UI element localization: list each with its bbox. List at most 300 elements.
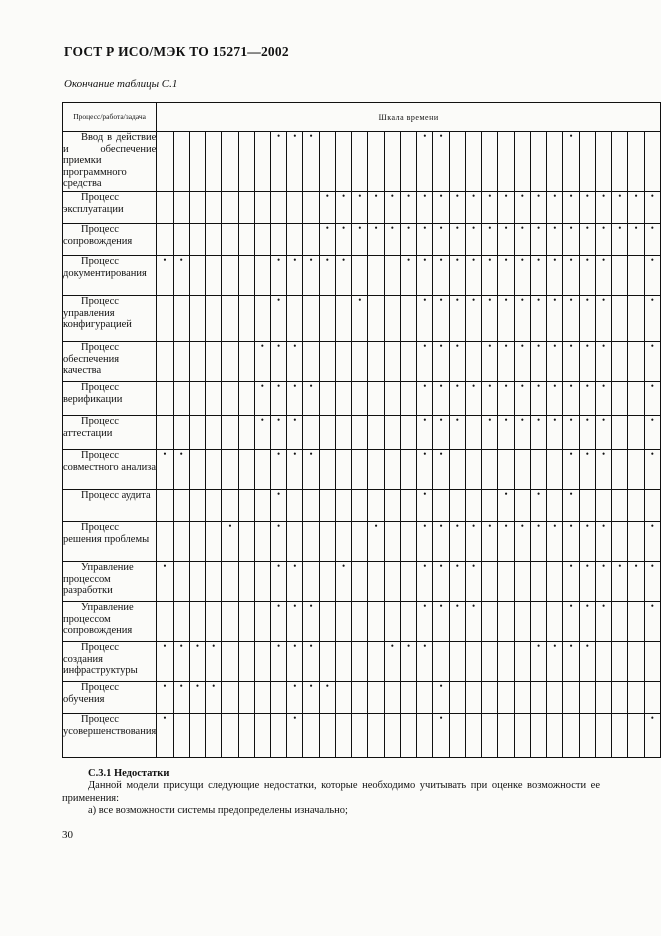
activity-mark: • [595,416,611,450]
time-cell [579,682,595,714]
activity-mark: • [579,602,595,642]
table-row [63,342,661,382]
time-cell [254,192,270,224]
activity-mark: • [498,416,514,450]
time-cell [579,490,595,522]
time-cell [222,490,238,522]
time-cell [303,224,319,256]
time-cell [222,132,238,192]
time-cell [612,682,628,714]
time-cell [595,714,611,758]
time-cell [157,224,173,256]
activity-mark: • [417,490,433,522]
time-cell [238,132,254,192]
activity-mark: • [417,224,433,256]
activity-mark: • [287,342,303,382]
activity-mark: • [433,522,449,562]
activity-mark: • [514,256,530,296]
process-label: Процесс сопровождения [63,224,157,256]
activity-mark: • [303,642,319,682]
activity-mark: • [287,714,303,758]
activity-mark: • [417,132,433,192]
activity-mark: • [173,642,189,682]
time-cell [254,562,270,602]
activity-mark: • [595,450,611,490]
time-cell [173,416,189,450]
time-cell [254,714,270,758]
activity-mark: • [319,224,335,256]
time-cell [303,522,319,562]
time-cell [254,296,270,342]
time-cell [417,682,433,714]
activity-mark: • [547,416,563,450]
time-cell [319,382,335,416]
activity-mark: • [449,296,465,342]
time-cell [319,450,335,490]
time-cell [303,342,319,382]
activity-mark: • [303,450,319,490]
table-caption: Окончание таблицы С.1 [64,78,178,90]
time-cell [303,490,319,522]
time-cell [530,602,546,642]
activity-mark: • [417,256,433,296]
activity-mark: • [579,382,595,416]
time-cell [173,296,189,342]
time-cell [612,522,628,562]
activity-mark: • [465,296,481,342]
time-cell [335,714,351,758]
time-cell [498,714,514,758]
time-cell [352,342,368,382]
activity-mark: • [547,342,563,382]
activity-mark: • [287,382,303,416]
activity-mark: • [644,192,660,224]
time-cell [384,132,400,192]
table-row [63,416,661,450]
time-cell [238,192,254,224]
activity-mark: • [514,382,530,416]
time-cell [157,602,173,642]
time-cell [498,602,514,642]
activity-mark: • [433,416,449,450]
process-label: Процесс обучения [63,682,157,714]
activity-mark: • [270,602,286,642]
activity-mark: • [563,256,579,296]
activity-mark: • [579,192,595,224]
time-cell [238,682,254,714]
table-row [63,132,661,192]
table-body [63,132,661,758]
activity-mark: • [319,192,335,224]
activity-mark: • [352,224,368,256]
activity-mark: • [498,522,514,562]
time-cell [368,450,384,490]
time-cell [400,602,416,642]
activity-mark: • [563,132,579,192]
time-cell [173,382,189,416]
time-cell [157,192,173,224]
activity-mark: • [222,522,238,562]
time-cell [547,562,563,602]
activity-mark: • [482,382,498,416]
activity-mark: • [400,192,416,224]
activity-mark: • [547,642,563,682]
time-cell [514,132,530,192]
activity-mark: • [612,192,628,224]
activity-mark: • [449,416,465,450]
document-header: ГОСТ Р ИСО/МЭК ТО 15271—2002 [64,44,289,59]
time-cell [449,132,465,192]
activity-mark: • [417,382,433,416]
activity-mark: • [189,682,205,714]
time-cell [384,296,400,342]
activity-mark: • [644,450,660,490]
time-cell [303,714,319,758]
time-cell [319,296,335,342]
time-cell [612,296,628,342]
time-cell [612,256,628,296]
time-cell [303,416,319,450]
activity-mark: • [173,450,189,490]
time-cell [173,714,189,758]
time-cell [189,342,205,382]
activity-mark: • [433,562,449,602]
time-cell [352,490,368,522]
time-cell [352,522,368,562]
time-cell [238,522,254,562]
activity-mark: • [449,192,465,224]
activity-mark: • [157,642,173,682]
time-cell [157,416,173,450]
activity-mark: • [482,416,498,450]
time-cell [482,714,498,758]
time-cell [238,490,254,522]
time-cell [157,342,173,382]
activity-mark: • [400,256,416,296]
time-cell [238,342,254,382]
activity-mark: • [579,256,595,296]
time-cell [206,714,222,758]
activity-mark: • [465,192,481,224]
time-cell [335,682,351,714]
time-cell [644,490,660,522]
time-cell [206,490,222,522]
activity-mark: • [465,602,481,642]
time-cell [352,382,368,416]
activity-mark: • [563,224,579,256]
time-cell [628,416,644,450]
time-cell [400,562,416,602]
time-cell [222,682,238,714]
activity-mark: • [563,602,579,642]
time-cell [433,642,449,682]
activity-mark: • [530,224,546,256]
time-cell [189,416,205,450]
time-cell [189,296,205,342]
time-cell [449,642,465,682]
activity-mark: • [254,416,270,450]
activity-mark: • [579,450,595,490]
time-cell [644,682,660,714]
process-label: Процесс обеспечения качества [63,342,157,382]
time-cell [612,450,628,490]
time-cell [238,450,254,490]
activity-mark: • [449,562,465,602]
process-label: Управление процессом сопровождения [63,602,157,642]
time-cell [644,642,660,682]
time-cell [189,602,205,642]
time-cell [530,682,546,714]
time-cell [335,382,351,416]
time-cell [514,602,530,642]
time-cell [254,602,270,642]
activity-mark: • [287,256,303,296]
activity-mark: • [530,256,546,296]
table-row [63,256,661,296]
time-cell [384,450,400,490]
time-cell [595,682,611,714]
activity-mark: • [498,256,514,296]
activity-mark: • [400,642,416,682]
activity-mark: • [319,256,335,296]
time-cell [352,132,368,192]
process-label: Управление процессом разработки [63,562,157,602]
time-cell [319,132,335,192]
time-cell [482,132,498,192]
time-cell [400,342,416,382]
time-cell [449,450,465,490]
time-cell [335,602,351,642]
time-cell [335,296,351,342]
time-cell [449,714,465,758]
activity-mark: • [270,416,286,450]
time-cell [384,522,400,562]
activity-mark: • [612,224,628,256]
time-cell [417,714,433,758]
activity-mark: • [644,342,660,382]
time-cell [254,256,270,296]
activity-mark: • [433,450,449,490]
time-cell [482,450,498,490]
activity-mark: • [563,192,579,224]
time-cell [547,132,563,192]
activity-mark: • [254,382,270,416]
time-cell [352,562,368,602]
time-cell [254,224,270,256]
time-cell [628,450,644,490]
time-cell [352,602,368,642]
activity-mark: • [449,602,465,642]
activity-mark: • [368,192,384,224]
table-row [63,192,661,224]
time-cell [189,256,205,296]
activity-mark: • [579,522,595,562]
activity-mark: • [530,642,546,682]
activity-mark: • [612,562,628,602]
time-cell [222,642,238,682]
activity-mark: • [352,192,368,224]
activity-mark: • [189,642,205,682]
time-cell [287,192,303,224]
activity-mark: • [417,416,433,450]
time-cell [482,602,498,642]
activity-mark: • [530,416,546,450]
activity-mark: • [319,682,335,714]
time-cell [335,132,351,192]
activity-mark: • [595,224,611,256]
process-label: Процесс решения проблемы [63,522,157,562]
time-cell [287,490,303,522]
activity-mark: • [417,602,433,642]
activity-mark: • [595,192,611,224]
activity-mark: • [514,192,530,224]
activity-mark: • [563,562,579,602]
time-cell [157,490,173,522]
activity-mark: • [270,296,286,342]
activity-mark: • [433,296,449,342]
activity-mark: • [595,296,611,342]
activity-mark: • [157,256,173,296]
time-cell [547,450,563,490]
time-cell [173,562,189,602]
time-cell [352,450,368,490]
activity-mark: • [417,450,433,490]
activity-mark: • [173,682,189,714]
time-cell [563,714,579,758]
activity-mark: • [287,562,303,602]
time-cell [173,602,189,642]
activity-mark: • [287,602,303,642]
time-cell [384,382,400,416]
activity-mark: • [482,224,498,256]
time-cell [222,192,238,224]
time-cell [384,256,400,296]
time-cell [206,224,222,256]
activity-mark: • [433,714,449,758]
activity-mark: • [303,682,319,714]
activity-mark: • [449,382,465,416]
activity-mark: • [482,256,498,296]
time-cell [400,416,416,450]
activity-mark: • [482,522,498,562]
activity-mark: • [433,682,449,714]
activity-mark: • [206,642,222,682]
time-cell [368,714,384,758]
time-cell [482,490,498,522]
time-cell [157,522,173,562]
time-cell [612,642,628,682]
activity-mark: • [563,490,579,522]
activity-mark: • [498,192,514,224]
time-cell [465,714,481,758]
activity-mark: • [514,416,530,450]
time-cell [335,416,351,450]
time-cell [498,682,514,714]
table-row [63,642,661,682]
time-cell [319,522,335,562]
time-cell [612,714,628,758]
time-cell [368,642,384,682]
activity-mark: • [368,522,384,562]
time-cell [368,682,384,714]
section-title: С.3.1 Недостатки [88,768,170,779]
time-cell [206,450,222,490]
time-cell [189,192,205,224]
time-cell [384,602,400,642]
activity-mark: • [303,256,319,296]
process-label: Процесс аттестации [63,416,157,450]
activity-mark: • [465,522,481,562]
time-cell [238,642,254,682]
activity-mark: • [449,256,465,296]
time-cell [384,490,400,522]
activity-mark: • [287,450,303,490]
activity-mark: • [465,562,481,602]
activity-mark: • [449,342,465,382]
time-cell [530,132,546,192]
activity-mark: • [547,192,563,224]
activity-mark: • [433,602,449,642]
time-cell [482,682,498,714]
page-number: 30 [62,829,73,841]
activity-mark: • [644,602,660,642]
activity-mark: • [514,224,530,256]
time-cell [644,132,660,192]
time-cell [400,296,416,342]
time-cell [189,450,205,490]
activity-mark: • [595,342,611,382]
activity-mark: • [482,296,498,342]
time-cell [173,132,189,192]
time-cell [222,714,238,758]
activity-mark: • [498,296,514,342]
activity-mark: • [595,602,611,642]
time-cell [547,490,563,522]
time-cell [628,296,644,342]
activity-mark: • [530,490,546,522]
process-label: Процесс аудита [63,490,157,522]
time-cell [189,382,205,416]
time-cell [368,256,384,296]
time-cell [189,714,205,758]
time-cell [433,490,449,522]
time-cell [222,224,238,256]
time-cell [222,342,238,382]
time-cell [319,602,335,642]
process-label: Процесс усовершенствования [63,714,157,758]
activity-mark: • [514,342,530,382]
time-cell [514,450,530,490]
time-cell [238,256,254,296]
process-label: Процесс эксплуатации [63,192,157,224]
activity-mark: • [579,416,595,450]
table-row [63,682,661,714]
table-row [63,296,661,342]
time-cell [368,382,384,416]
time-cell [628,490,644,522]
time-cell [238,296,254,342]
time-cell [547,602,563,642]
time-cell [628,602,644,642]
time-cell [400,682,416,714]
time-cell [254,642,270,682]
activity-mark: • [417,522,433,562]
time-cell [384,682,400,714]
table-row [63,490,661,522]
table-header-row [63,103,661,132]
activity-mark: • [628,192,644,224]
time-cell [498,562,514,602]
